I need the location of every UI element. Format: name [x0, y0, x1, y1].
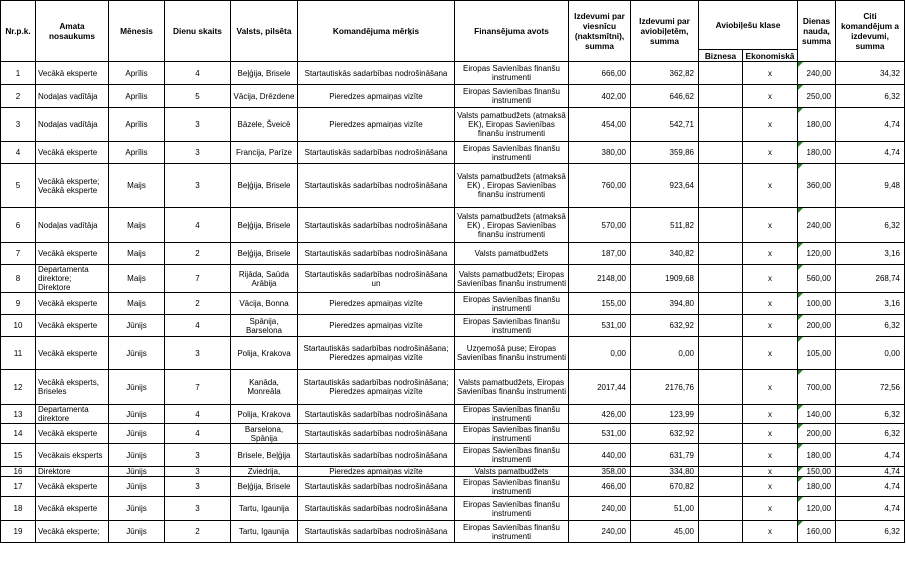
cell-month: Jūnijs — [109, 444, 165, 467]
cell-business — [699, 424, 743, 444]
cell-days: 3 — [165, 142, 231, 164]
cell-airfare-cost: 923,64 — [631, 164, 699, 208]
cell-other-costs: 6,32 — [836, 85, 905, 108]
cell-purpose: Startautiskās sadarbības nodrošināšana — [298, 521, 455, 543]
cell-purpose: Startautiskās sadarbības nodrošināšana — [298, 405, 455, 424]
cell-funding: Valsts pamatbudžets (atmaksā EK) , Eiropas Savienības finanšu instrumenti — [455, 208, 569, 243]
cell-position: Vecākā eksperte — [36, 424, 109, 444]
cell-other-costs: 6,32 — [836, 424, 905, 444]
cell-hotel-cost: 187,00 — [569, 243, 631, 265]
cell-funding: Eiropas Savienības finanšu instrumenti — [455, 444, 569, 467]
cell-business — [699, 521, 743, 543]
cell-per-diem: 240,00 — [798, 62, 836, 85]
cell-per-diem: 180,00 — [798, 477, 836, 497]
table-row — [1, 424, 905, 444]
cell-funding: Eiropas Savienības finanšu instrumenti — [455, 424, 569, 444]
cell-business — [699, 62, 743, 85]
cell-per-diem: 120,00 — [798, 497, 836, 521]
cell-economy: x — [743, 424, 798, 444]
cell-position: Departamenta direktore — [36, 405, 109, 424]
cell-business — [699, 164, 743, 208]
cell-funding: Eiropas Savienības finanšu instrumenti — [455, 497, 569, 521]
cell-nr: 16 — [1, 467, 36, 477]
cell-purpose: Pieredzes apmaiņas vizīte — [298, 85, 455, 108]
cell-airfare-cost: 646,62 — [631, 85, 699, 108]
cell-country-city: Vācija, Drēzdene — [231, 85, 298, 108]
cell-nr: 14 — [1, 424, 36, 444]
cell-country-city: Polija, Krakova — [231, 337, 298, 370]
cell-nr: 17 — [1, 477, 36, 497]
cell-business — [699, 142, 743, 164]
cell-country-city: Beļģija, Brisele — [231, 208, 298, 243]
table-row — [1, 370, 905, 405]
cell-country-city: Tartu, Igaunija — [231, 521, 298, 543]
cell-business — [699, 265, 743, 293]
cell-month: Aprīlis — [109, 85, 165, 108]
table-row — [1, 243, 905, 265]
cell-country-city: Barselona, Spānija — [231, 424, 298, 444]
cell-month: Jūnijs — [109, 370, 165, 405]
cell-country-city: Tartu, Igaunija — [231, 497, 298, 521]
cell-hotel-cost: 402,00 — [569, 85, 631, 108]
cell-other-costs: 9,48 — [836, 164, 905, 208]
cell-position: Vecākā eksperte — [36, 293, 109, 315]
cell-business — [699, 85, 743, 108]
cell-other-costs: 6,32 — [836, 208, 905, 243]
cell-position: Vecākā eksperts, Briseles — [36, 370, 109, 405]
cell-country-city: Zviedrija, — [231, 467, 298, 477]
cell-other-costs: 4,74 — [836, 497, 905, 521]
cell-month: Aprīlis — [109, 142, 165, 164]
cell-month: Jūnijs — [109, 337, 165, 370]
cell-per-diem: 180,00 — [798, 142, 836, 164]
cell-hotel-cost: 240,00 — [569, 521, 631, 543]
cell-economy: x — [743, 444, 798, 467]
cell-airfare-cost: 1909,68 — [631, 265, 699, 293]
header-days: Dienu skaits — [165, 1, 231, 62]
cell-month: Jūnijs — [109, 405, 165, 424]
cell-month: Jūnijs — [109, 467, 165, 477]
cell-economy: x — [743, 315, 798, 337]
cell-position: Nodaļas vadītāja — [36, 85, 109, 108]
cell-hotel-cost: 2148,00 — [569, 265, 631, 293]
cell-hotel-cost: 531,00 — [569, 424, 631, 444]
cell-days: 3 — [165, 467, 231, 477]
header-other-costs: Citi komandējum a izdevumi, summa — [836, 1, 905, 62]
cell-funding: Eiropas Savienības finanšu instrumenti — [455, 293, 569, 315]
cell-purpose: Startautiskās sadarbības nodrošināšana; Pieredzes apmaiņas vizīte — [298, 337, 455, 370]
cell-nr: 3 — [1, 108, 36, 142]
cell-airfare-cost: 340,82 — [631, 243, 699, 265]
cell-funding: Valsts pamatbudžets — [455, 467, 569, 477]
cell-funding: Eiropas Savienības finanšu instrumenti — [455, 85, 569, 108]
cell-purpose: Startautiskās sadarbības nodrošināšana — [298, 208, 455, 243]
cell-days: 4 — [165, 315, 231, 337]
cell-funding: Valsts pamatbudžets — [455, 243, 569, 265]
cell-business — [699, 243, 743, 265]
cell-economy: x — [743, 85, 798, 108]
header-per-diem: Dienas nauda, summa — [798, 1, 836, 62]
cell-purpose: Pieredzes apmaiņas vizīte — [298, 108, 455, 142]
cell-business — [699, 477, 743, 497]
cell-airfare-cost: 0,00 — [631, 337, 699, 370]
table-row — [1, 108, 905, 142]
cell-business — [699, 108, 743, 142]
cell-nr: 5 — [1, 164, 36, 208]
cell-other-costs: 6,32 — [836, 315, 905, 337]
cell-days: 4 — [165, 62, 231, 85]
cell-airfare-cost: 632,92 — [631, 424, 699, 444]
cell-economy: x — [743, 142, 798, 164]
cell-economy: x — [743, 243, 798, 265]
cell-month: Maijs — [109, 265, 165, 293]
cell-purpose: Pieredzes apmaiņas vizīte — [298, 315, 455, 337]
table-row — [1, 208, 905, 243]
cell-business — [699, 370, 743, 405]
cell-nr: 1 — [1, 62, 36, 85]
cell-per-diem: 700,00 — [798, 370, 836, 405]
cell-business — [699, 293, 743, 315]
cell-other-costs: 72,56 — [836, 370, 905, 405]
table-row — [1, 62, 905, 85]
cell-days: 3 — [165, 444, 231, 467]
cell-position: Nodaļas vadītāja — [36, 208, 109, 243]
cell-hotel-cost: 440,00 — [569, 444, 631, 467]
cell-airfare-cost: 394,80 — [631, 293, 699, 315]
cell-per-diem: 180,00 — [798, 444, 836, 467]
cell-nr: 18 — [1, 497, 36, 521]
cell-purpose: Startautiskās sadarbības nodrošināšana — [298, 424, 455, 444]
header-month: Mēnesis — [109, 1, 165, 62]
cell-country-city: Beļģija, Brisele — [231, 62, 298, 85]
cell-airfare-cost: 123,99 — [631, 405, 699, 424]
cell-per-diem: 120,00 — [798, 243, 836, 265]
cell-business — [699, 208, 743, 243]
cell-economy: x — [743, 293, 798, 315]
cell-hotel-cost: 0,00 — [569, 337, 631, 370]
cell-hotel-cost: 426,00 — [569, 405, 631, 424]
header-nr: Nr.p.k. — [1, 1, 36, 62]
cell-month: Aprīlis — [109, 62, 165, 85]
table-row — [1, 497, 905, 521]
cell-purpose: Startautiskās sadarbības nodrošināšana — [298, 243, 455, 265]
cell-economy: x — [743, 164, 798, 208]
cell-economy: x — [743, 497, 798, 521]
cell-country-city: Francija, Parīze — [231, 142, 298, 164]
cell-hotel-cost: 155,00 — [569, 293, 631, 315]
cell-month: Maijs — [109, 243, 165, 265]
cell-economy: x — [743, 62, 798, 85]
header-funding: Finansējuma avots — [455, 1, 569, 62]
cell-economy: x — [743, 370, 798, 405]
cell-days: 5 — [165, 85, 231, 108]
cell-per-diem: 180,00 — [798, 108, 836, 142]
cell-country-city: Vācija, Bonna — [231, 293, 298, 315]
cell-hotel-cost: 380,00 — [569, 142, 631, 164]
cell-days: 7 — [165, 370, 231, 405]
cell-airfare-cost: 359,86 — [631, 142, 699, 164]
cell-nr: 7 — [1, 243, 36, 265]
cell-business — [699, 405, 743, 424]
cell-per-diem: 200,00 — [798, 315, 836, 337]
cell-position: Vecākā eksperte — [36, 497, 109, 521]
header-airfare-cost: Izdevumi par aviobiļetēm, summa — [631, 1, 699, 62]
cell-airfare-cost: 45,00 — [631, 521, 699, 543]
cell-airfare-cost: 631,79 — [631, 444, 699, 467]
cell-per-diem: 100,00 — [798, 293, 836, 315]
cell-economy: x — [743, 477, 798, 497]
table-row — [1, 164, 905, 208]
cell-business — [699, 467, 743, 477]
cell-nr: 13 — [1, 405, 36, 424]
cell-economy: x — [743, 108, 798, 142]
header-hotel-cost: Izdevumi par viesnīcu (naktsmītni), summa — [569, 1, 631, 62]
table-row — [1, 521, 905, 543]
cell-position: Vecākā eksperte — [36, 243, 109, 265]
cell-days: 4 — [165, 208, 231, 243]
cell-nr: 6 — [1, 208, 36, 243]
cell-hotel-cost: 760,00 — [569, 164, 631, 208]
cell-country-city: Beļģija, Brisele — [231, 243, 298, 265]
cell-funding: Eiropas Savienības finanšu instrumenti — [455, 315, 569, 337]
cell-purpose: Startautiskās sadarbības nodrošināšana — [298, 62, 455, 85]
cell-per-diem: 160,00 — [798, 521, 836, 543]
cell-funding: Eiropas Savienības finanšu instrumenti — [455, 62, 569, 85]
cell-per-diem: 360,00 — [798, 164, 836, 208]
cell-position: Direktore — [36, 467, 109, 477]
cell-economy: x — [743, 405, 798, 424]
cell-position: Vecākā eksperte — [36, 142, 109, 164]
cell-per-diem: 105,00 — [798, 337, 836, 370]
cell-purpose: Startautiskās sadarbības nodrošināšana — [298, 164, 455, 208]
cell-nr: 9 — [1, 293, 36, 315]
cell-per-diem: 250,00 — [798, 85, 836, 108]
cell-purpose: Startautiskās sadarbības nodrošināšana — [298, 444, 455, 467]
cell-business — [699, 497, 743, 521]
cell-purpose: Startautiskās sadarbības nodrošināšana — [298, 142, 455, 164]
cell-nr: 12 — [1, 370, 36, 405]
cell-hotel-cost: 666,00 — [569, 62, 631, 85]
cell-month: Jūnijs — [109, 521, 165, 543]
cell-per-diem: 560,00 — [798, 265, 836, 293]
header-position: Amata nosaukums — [36, 1, 109, 62]
cell-nr: 2 — [1, 85, 36, 108]
cell-business — [699, 444, 743, 467]
header-business: Biznesa — [699, 50, 743, 62]
cell-country-city: Polija, Krakova — [231, 405, 298, 424]
cell-other-costs: 6,32 — [836, 521, 905, 543]
cell-airfare-cost: 511,82 — [631, 208, 699, 243]
cell-purpose: Pieredzes apmaiņas vizīte — [298, 293, 455, 315]
cell-nr: 15 — [1, 444, 36, 467]
cell-other-costs: 6,32 — [836, 405, 905, 424]
cell-month: Maijs — [109, 164, 165, 208]
cell-purpose: Pieredzes apmaiņas vizīte — [298, 467, 455, 477]
cell-days: 3 — [165, 108, 231, 142]
header-economy: Ekonomiskā — [743, 50, 798, 62]
cell-funding: Valsts pamatbudžets; Eiropas Savienības finanšu instrumenti — [455, 265, 569, 293]
cell-position: Vecākā eksperte — [36, 477, 109, 497]
cell-position: Vecākā eksperte — [36, 315, 109, 337]
cell-airfare-cost: 51,00 — [631, 497, 699, 521]
cell-business — [699, 337, 743, 370]
cell-per-diem: 240,00 — [798, 208, 836, 243]
cell-days: 2 — [165, 521, 231, 543]
cell-economy: x — [743, 467, 798, 477]
cell-funding: Eiropas Savienības finanšu instrumenti — [455, 405, 569, 424]
cell-airfare-cost: 2176,76 — [631, 370, 699, 405]
cell-country-city: Beļģija, Brisele — [231, 164, 298, 208]
table-row — [1, 85, 905, 108]
cell-nr: 8 — [1, 265, 36, 293]
cell-per-diem: 200,00 — [798, 424, 836, 444]
cell-month: Maijs — [109, 208, 165, 243]
cell-month: Jūnijs — [109, 315, 165, 337]
cell-days: 7 — [165, 265, 231, 293]
cell-nr: 10 — [1, 315, 36, 337]
cell-airfare-cost: 362,82 — [631, 62, 699, 85]
table-row — [1, 337, 905, 370]
cell-nr: 19 — [1, 521, 36, 543]
cell-days: 2 — [165, 293, 231, 315]
cell-airfare-cost: 334,80 — [631, 467, 699, 477]
cell-hotel-cost: 358,00 — [569, 467, 631, 477]
cell-other-costs: 34,32 — [836, 62, 905, 85]
cell-hotel-cost: 240,00 — [569, 497, 631, 521]
cell-economy: x — [743, 337, 798, 370]
cell-other-costs: 3,16 — [836, 293, 905, 315]
header-purpose: Komandējuma mērķis — [298, 1, 455, 62]
cell-hotel-cost: 466,00 — [569, 477, 631, 497]
cell-funding: Eiropas Savienības finanšu instrumenti — [455, 477, 569, 497]
cell-days: 4 — [165, 405, 231, 424]
table-row — [1, 477, 905, 497]
cell-other-costs: 4,74 — [836, 477, 905, 497]
cell-per-diem: 150,00 — [798, 467, 836, 477]
cell-hotel-cost: 570,00 — [569, 208, 631, 243]
cell-funding: Valsts pamatbudžets (atmaksā EK), Eiropas Savienības finanšu instrumenti — [455, 108, 569, 142]
cell-other-costs: 4,74 — [836, 444, 905, 467]
cell-days: 3 — [165, 477, 231, 497]
cell-country-city: Spānija, Barselona — [231, 315, 298, 337]
cell-country-city: Kanāda, Monreāla — [231, 370, 298, 405]
cell-economy: x — [743, 521, 798, 543]
table-row — [1, 405, 905, 424]
cell-purpose: Startautiskās sadarbības nodrošināšana; Pieredzes apmaiņas vizīte — [298, 370, 455, 405]
cell-airfare-cost: 632,92 — [631, 315, 699, 337]
cell-position: Vecākais eksperts — [36, 444, 109, 467]
cell-days: 2 — [165, 243, 231, 265]
cell-hotel-cost: 531,00 — [569, 315, 631, 337]
cell-country-city: Beļģija, Brisele — [231, 477, 298, 497]
table-row — [1, 315, 905, 337]
cell-economy: x — [743, 208, 798, 243]
table-row — [1, 444, 905, 467]
cell-position: Vecākā eksperte — [36, 337, 109, 370]
cell-position: Vecākā eksperte; Vecākā eksperte — [36, 164, 109, 208]
cell-position: Vecākā eksperte — [36, 62, 109, 85]
cell-position: Vecākā eksperte; — [36, 521, 109, 543]
cell-hotel-cost: 2017,44 — [569, 370, 631, 405]
cell-funding: Eiropas Savienības finanšu instrumenti — [455, 521, 569, 543]
cell-month: Jūnijs — [109, 424, 165, 444]
cell-month: Jūnijs — [109, 477, 165, 497]
table-row — [1, 142, 905, 164]
cell-position: Nodaļas vadītāja — [36, 108, 109, 142]
cell-other-costs: 4,74 — [836, 108, 905, 142]
header-country-city: Valsts, pilsēta — [231, 1, 298, 62]
cell-economy: x — [743, 265, 798, 293]
cell-days: 3 — [165, 497, 231, 521]
table-row — [1, 293, 905, 315]
cell-funding: Valsts pamatbudžets, Eiropas Savienības finanšu instrumenti — [455, 370, 569, 405]
header-ticket-class: Aviobiļešu klase — [699, 1, 798, 50]
cell-other-costs: 268,74 — [836, 265, 905, 293]
cell-per-diem: 140,00 — [798, 405, 836, 424]
cell-hotel-cost: 454,00 — [569, 108, 631, 142]
cell-nr: 11 — [1, 337, 36, 370]
cell-funding: Eiropas Savienības finanšu instrumenti — [455, 142, 569, 164]
cell-business — [699, 315, 743, 337]
table-row — [1, 265, 905, 293]
cell-days: 4 — [165, 424, 231, 444]
cell-purpose: Startautiskās sadarbības nodrošināšana — [298, 477, 455, 497]
cell-other-costs: 3,16 — [836, 243, 905, 265]
cell-airfare-cost: 542,71 — [631, 108, 699, 142]
cell-purpose: Startautiskās sadarbības nodrošināšana — [298, 497, 455, 521]
cell-month: Maijs — [109, 293, 165, 315]
cell-country-city: Bāzele, Šveicē — [231, 108, 298, 142]
cell-country-city: Brisele, Beļģija — [231, 444, 298, 467]
cell-position: Departamenta direktore; Direktore — [36, 265, 109, 293]
cell-other-costs: 4,74 — [836, 142, 905, 164]
cell-country-city: Rijāda, Saūda Arābija — [231, 265, 298, 293]
cell-month: Aprīlis — [109, 108, 165, 142]
cell-airfare-cost: 670,82 — [631, 477, 699, 497]
cell-other-costs: 4,74 — [836, 467, 905, 477]
cell-funding: Uzņemošā puse; Eiropas Savienības finanšu instrumenti — [455, 337, 569, 370]
cell-nr: 4 — [1, 142, 36, 164]
cell-funding: Valsts pamatbudžets (atmaksā EK) , Eiropas Savienības finanšu instrumenti — [455, 164, 569, 208]
cell-other-costs: 0,00 — [836, 337, 905, 370]
cell-month: Jūnijs — [109, 497, 165, 521]
cell-days: 3 — [165, 337, 231, 370]
cell-purpose: Startautiskās sadarbības nodrošināšana un — [298, 265, 455, 293]
table-row — [1, 467, 905, 477]
cell-days: 3 — [165, 164, 231, 208]
